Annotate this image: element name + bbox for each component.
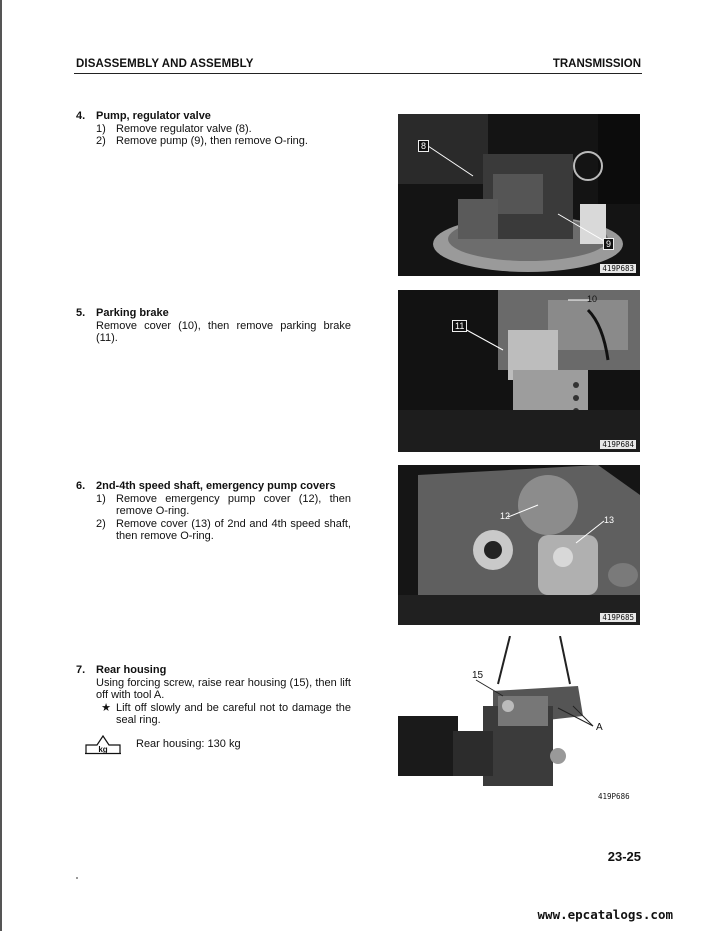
- step-number: 1): [96, 122, 106, 135]
- section-pump-regulator-valve: [76, 110, 351, 148]
- header-rule: [74, 73, 642, 74]
- figure-code: 419P683: [602, 264, 634, 273]
- step-text: Remove cover (13) of 2nd and 4th speed shaft, then remove O-ring.: [116, 517, 351, 542]
- section-heading: [76, 307, 351, 320]
- section-title: Parking brake: [96, 307, 169, 319]
- figure-callout: 11: [452, 320, 467, 332]
- section-body: Using forcing screw, raise rear housing (15), then lift off with tool A.: [96, 676, 351, 701]
- section-heading: [76, 110, 351, 123]
- header-section-title: DISASSEMBLY AND ASSEMBLY: [76, 58, 254, 70]
- step-text: Remove regulator valve (8).: [116, 122, 252, 135]
- footer-url[interactable]: www.epcatalogs.com: [537, 907, 673, 922]
- figure-rear-housing: [398, 636, 640, 801]
- section-number: 5.: [76, 307, 86, 319]
- step-text: Remove pump (9), then remove O-ring.: [116, 135, 308, 147]
- section-number: 6.: [76, 480, 86, 492]
- figure-callout: 15: [472, 670, 484, 681]
- figure-speed-shaft-covers: [398, 465, 640, 625]
- weight-unit: kg: [98, 745, 108, 754]
- section-title: 2nd-4th speed shaft, emergency pump covers: [96, 480, 336, 492]
- figure-code: 419P685: [602, 613, 634, 622]
- step: [76, 123, 351, 136]
- caution-note: [76, 702, 351, 727]
- section-heading: [76, 664, 351, 677]
- section-title: Pump, regulator valve: [96, 110, 211, 122]
- figure-code: 419P684: [602, 440, 634, 449]
- figure-callout: 9: [603, 238, 614, 250]
- figure-pump-regulator-valve: [398, 114, 640, 276]
- scan-speck: [76, 877, 78, 879]
- section-body: Remove cover (10), then remove parking brake (11).: [96, 319, 351, 344]
- section-parking-brake: [76, 307, 351, 345]
- header-chapter-title: TRANSMISSION: [552, 58, 641, 70]
- section-heading: [76, 480, 351, 493]
- weight-icon: [84, 733, 122, 755]
- star-icon: ★: [101, 701, 111, 714]
- figure-callout: 13: [604, 515, 615, 525]
- section-title: Rear housing: [96, 664, 167, 676]
- section-number: 7.: [76, 664, 86, 676]
- figure-callout: 12: [500, 511, 511, 521]
- step-text: Remove emergency pump cover (12), then remove O-ring.: [116, 492, 351, 517]
- figure-callout: 8: [418, 140, 429, 152]
- step: [76, 135, 351, 148]
- section-speed-shaft-covers: [76, 480, 351, 543]
- figure-code: 419P686: [598, 792, 630, 801]
- section-number: 4.: [76, 110, 86, 122]
- figure-parking-brake: [398, 290, 640, 452]
- step-number: 2): [96, 517, 106, 530]
- step-number: 1): [96, 492, 106, 505]
- note-text: Lift off slowly and be careful not to damage the seal ring.: [116, 701, 351, 726]
- weight-value: Rear housing: 130 kg: [136, 738, 241, 750]
- page-number: 23-25: [607, 849, 641, 864]
- figure-callout: A: [596, 722, 603, 733]
- step: [76, 493, 351, 518]
- figure-callout: 10: [587, 294, 598, 304]
- step-number: 2): [96, 135, 106, 147]
- scan-edge: [0, 0, 2, 931]
- section-rear-housing: [76, 664, 351, 727]
- step: [76, 518, 351, 543]
